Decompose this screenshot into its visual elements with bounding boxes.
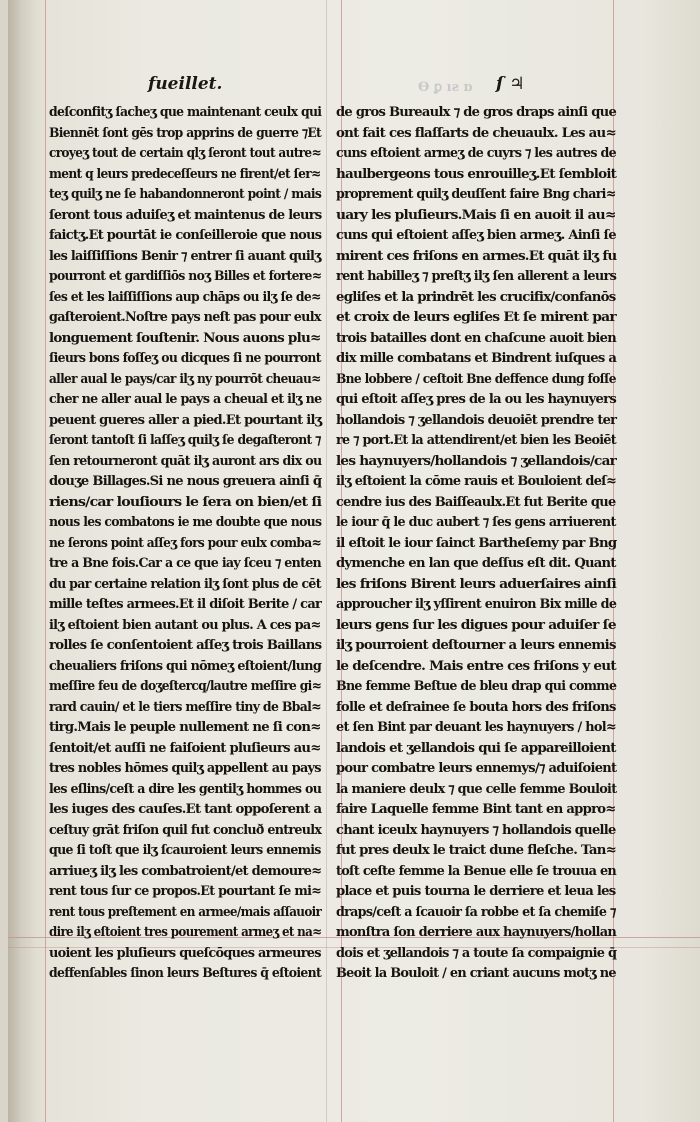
text-line: toſt ceſte femme la Benue elle ſe trouua en [336,862,617,879]
text-column-left [49,102,321,984]
text-line: la maniere deulx ⁊ que celle femme Bouloit [336,780,617,797]
text-line: deſconfitʒ ſacheʒ que maintenant ceulx qui [49,104,322,120]
text-line: cuns eſtoient armeʒ de cuyrs ⁊ les autres de [336,145,616,161]
text-line: egliſes et la prindrēt les crucifix/confanōs [336,288,616,305]
text-line: nous les combatons ie me doubte que nous [49,514,322,530]
text-line: dymenche en lan que deſſus eſt dit. Quant [336,555,616,571]
text-line: Biennēt ſont gēs trop apprins de guerre ⁊Et [49,124,322,141]
text-line: monſtra ſon derriere aux haynuyers/hollan [336,924,617,940]
show-through-text: Ɵ ꝑ︎ ıƨ ɒ [418,80,473,95]
text-line: ſes et les laiſſiſſions aup chāps ou ilʒ ſe de≈ [49,288,321,305]
text-line: les iuges des cauſes.Et tant oppoſerent a [49,801,322,817]
text-line: ſen retourneront quāt ilʒ auront ars dix ou [49,452,322,469]
text-line: leurs gens ſur les digues pour aduiſer ſe [336,616,616,633]
text-line: ilʒ eſtoient bien autant ou plus. A ces pa≈ [49,616,321,633]
text-line: rent tous preſtement en armee/mais aſſauoir [49,903,322,920]
text-line: pourront et gardiſſiōs noʒ Billes et fortere≈ [49,268,322,284]
text-line: le iour q̄ le duc aubert ⁊ ſes gens arriuerent [336,514,616,530]
text-line: ſentoit/et auſſi ne faiſoient pluſieurs au≈ [49,739,321,756]
fold-line [326,0,327,1122]
text-line: fut pres deulx le traict dune fleſche. Tan≈ [336,842,617,858]
text-line: deffenſables ſinon leurs Beſtures q̄ eſtoient [49,965,322,981]
text-line: Bne femme Beſtue de bleu drap qui comme [336,678,617,694]
text-line: arriueʒ ilʒ les combatroient/et demoure≈ [49,862,322,879]
text-line: tirg.Mais le peuple nullement ne ſi con≈ [49,719,321,735]
text-line: mirent ces friſons en armes.Et quāt ilʒ fu [336,247,617,264]
text-line: cheualiers friſons qui nōmeʒ eſtoient/lung [49,657,322,674]
text-line: riens/car louſiours le ſera on bien/et ſi [49,493,322,510]
text-line: les haynuyers/hollandois ⁊ ʒellandois/car [336,452,617,469]
text-line: cuns qui eſtoient aſſeʒ bien armeʒ. Ainſi ſe [336,227,616,243]
text-line: ilʒ pourroient deſtourner a leurs ennemis [336,637,616,653]
text-line: meſſire feu de doʒeſtercq/lautre meſſire gi≈ [49,678,322,694]
text-line: ſeront tantoſt ſi laſſeʒ quilʒ ſe degaſteront ⁊ [49,432,321,448]
text-line: folle et deſrainee ſe bouta hors des friſons [336,698,616,715]
running-head-left: fueillet. [148,74,223,94]
text-line: les laiſſiſſions Benir ⁊ entrer ſi auant quilʒ [49,247,321,264]
text-line: du par certaine relation ilʒ ſont plus de cēt [49,575,321,592]
text-line: ont fait ces flaſſarts de cheuaulx. Les au≈ [336,124,616,141]
text-line: peuent gueres aller a pied.Et pourtant ilʒ [49,411,322,428]
text-line: dix mille combatans et Bindrent iuſques a [336,350,617,366]
text-line: il eſtoit le iour ſainct Bartheſemy par Bng [336,534,617,551]
text-line: longuement ſouſtenir. Nous auons plu≈ [49,329,321,346]
gutter-shadow [8,0,34,1122]
text-line: ſieurs bons foſſeʒ ou dicques ſi ne pourront [49,350,321,366]
text-line: dois et ʒellandois ⁊ a toute ſa compaignie q̄ [336,944,617,961]
text-line: aller aual le pays/car ilʒ ny pourrōt cheuau≈ [49,370,321,387]
text-line: et croix de leurs egliſes Et ſe mirent par [336,309,616,325]
text-line: croyeʒ tout de certain qlʒ ſeront tout autre≈ [49,145,321,161]
text-column-right [336,102,616,984]
text-line: Bne lobbere / ceſtoit Bne deffence dung foſſe [336,370,616,387]
text-line: draps/ceſt a ſcauoir ſa robbe et ſa chemiſe ⁊ [336,903,616,920]
text-line: les friſons Birent leurs aduerſaires ainſi [336,575,616,592]
text-line: rard cauin/ et le tiers meſſire tiny de Bbal≈ [49,698,321,715]
text-line: ceſtuy grāt friſon quil fut concluð entreulx [49,821,322,838]
text-line: rolles ſe conſentoient aſſeʒ trois Baillans [49,637,322,653]
text-line: place et puis tourna le derriere et leua les [336,883,616,899]
text-line: douʒe Billages.Si ne nous greuera ainſi q̄ [49,473,322,489]
text-line: teʒ quilʒ ne ſe habandonneront point / mais [49,186,322,202]
text-line: rent habilleʒ ⁊ preſtʒ ilʒ ſen allerent a leurs [336,268,617,284]
text-line: de gros Bureaulx ⁊ de gros draps ainſi que [336,104,617,120]
text-line: que ſi toſt que ilʒ ſcauroient leurs ennemis [49,842,321,858]
text-line: faire Laquelle femme Bint tant en appro≈ [336,801,616,817]
text-line: landois et ʒellandois qui ſe appareilloient [336,739,616,756]
text-line: re ⁊ port.Et la attendirent/et bien les Beoiēt [336,432,616,448]
text-line: mille teſtes armees.Et il diſoit Berite / car [49,596,322,612]
text-line: ſeront tous aduiſeʒ et maintenus de leurs [49,206,322,223]
text-line: hollandois ⁊ ʒellandois deuoiēt prendre ter [336,411,617,428]
text-line: uary les pluſieurs.Mais ſi en auoit il au≈ [336,206,616,223]
text-line: Beoit la Bouloit / en criant aucuns motʒ ne [336,965,616,981]
margin-rule-left [45,0,46,1122]
text-line: tres nobles hōmes quilʒ appellent au pays [49,760,321,776]
text-line: trois batailles dont en chaſcune auoit bien [336,329,617,346]
text-line: tre a Bne fois.Car a ce que iay ſceu ⁊ enten [49,555,322,571]
text-line: cendre ius des Baiſſeaulx.Et fut Berite que [336,493,616,510]
text-line: cher ne aller aual le pays a cheual et ilʒ ne [49,391,322,407]
folio-number: ſ ♃ [496,74,525,94]
text-line: rent tous ſur ce propos.Et pourtant ſe mi≈ [49,883,322,899]
text-line: ne ſerons point aſſeʒ fors pour eulx comba≈ [49,534,322,551]
text-line: les eſlins/ceſt a dire les gentilʒ hommes ou [49,780,322,797]
text-line: chant iceulx haynuyers ⁊ hollandois quelle [336,821,616,838]
text-line: proprement quilʒ deuſſent faire Bng chari≈ [336,186,616,202]
text-line: ilʒ eſtoient la cōme rauis et Bouloient deſ≈ [336,473,617,489]
text-line: faictʒ.Et pourtāt ie conſeilleroie que nous [49,227,322,243]
text-line: haulbergeons tous enrouilleʒ.Et ſembloit [336,165,617,182]
text-line: pour combatre leurs ennemys/⁊ aduiſoient [336,760,617,776]
text-line: le deſcendre. Mais entre ces friſons y eut [336,657,616,674]
text-line: gaſteroient.Noſtre pays neſt pas pour eulx [49,309,321,325]
text-line: ment q leurs predeceſſeurs ne firent/et ſer≈ [49,165,321,182]
text-line: dire ilʒ eſtoient tres pourement armeʒ et na≈ [49,924,322,940]
text-line: qui eſtoit aſſeʒ pres de la ou les haynuyers [336,391,616,407]
text-line: et ſen Bint par deuant les haynuyers / hol≈ [336,719,616,735]
text-line: approucher ilʒ yſſirent enuiron Bix mille de [336,596,617,612]
text-line: uoient les pluſieurs queſcōques armeures [49,944,321,961]
